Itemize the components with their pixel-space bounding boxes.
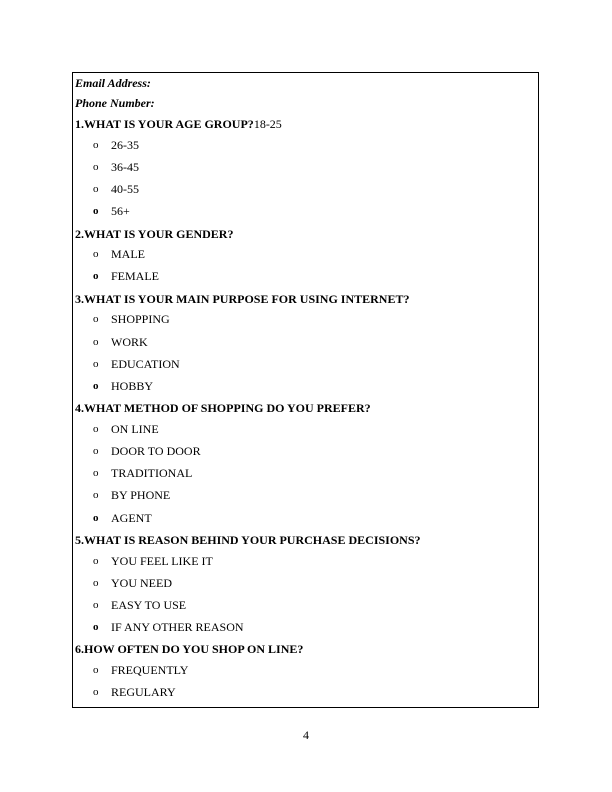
bullet-icon: o [93,445,99,457]
bullet-icon: o [93,336,99,348]
bullet-icon: o [93,139,99,151]
bullet-icon: o [93,380,99,392]
option-label: FEMALE [111,269,159,283]
questionnaire-box [72,72,539,708]
option-label: BY PHONE [111,488,171,502]
bullet-icon: o [93,599,99,611]
bullet-icon: o [93,423,99,435]
option-label: 26-35 [111,138,139,152]
option-label: TRADITIONAL [111,466,193,480]
bullet-icon: o [93,161,99,173]
option-label: ON LINE [111,422,159,436]
bullet-icon: o [93,577,99,589]
bullet-icon: o [93,467,99,479]
bullet-icon: o [93,205,99,217]
option-label: REGULARY [111,685,176,699]
option-label: 56+ [111,204,130,218]
email-label: Email Address: [75,76,151,90]
bullet-icon: o [93,183,99,195]
option-label: YOU FEEL LIKE IT [111,554,213,568]
question-1-label: 1.WHAT IS YOUR AGE GROUP? [75,117,254,131]
option-label: YOU NEED [111,576,172,590]
bullet-icon: o [93,555,99,567]
option-label: MALE [111,247,145,261]
question-1-inline-answer: 18-25 [253,117,282,131]
option-label: DOOR TO DOOR [111,444,201,458]
option-label: SHOPPING [111,312,170,326]
question-1 [75,117,282,131]
option-label: IF ANY OTHER REASON [111,620,244,634]
option-label: EDUCATION [111,357,180,371]
bullet-icon: o [93,512,99,524]
question-3: 3.WHAT IS YOUR MAIN PURPOSE FOR USING INTERNET? [75,292,410,306]
bullet-icon: o [93,621,99,633]
option-label: FREQUENTLY [111,663,189,677]
bullet-icon: o [93,358,99,370]
option-label: 36-45 [111,160,139,174]
option-label: EASY TO USE [111,598,187,612]
bullet-icon: o [93,313,99,325]
bullet-icon: o [93,270,99,282]
bullet-icon: o [93,686,99,698]
question-2: 2.WHAT IS YOUR GENDER? [75,227,234,241]
option-label: HOBBY [111,379,154,393]
option-label: 40-55 [111,182,139,196]
option-label: AGENT [111,511,152,525]
bullet-icon: o [93,664,99,676]
question-4: 4.WHAT METHOD OF SHOPPING DO YOU PREFER? [75,401,371,415]
phone-label: Phone Number: [75,96,155,110]
page-number: 4 [303,728,309,742]
option-label: WORK [111,335,148,349]
bullet-icon: o [93,489,99,501]
question-6: 6.HOW OFTEN DO YOU SHOP ON LINE? [75,642,304,656]
question-5: 5.WHAT IS REASON BEHIND YOUR PURCHASE DECISIONS? [75,533,421,547]
bullet-icon: o [93,248,99,260]
